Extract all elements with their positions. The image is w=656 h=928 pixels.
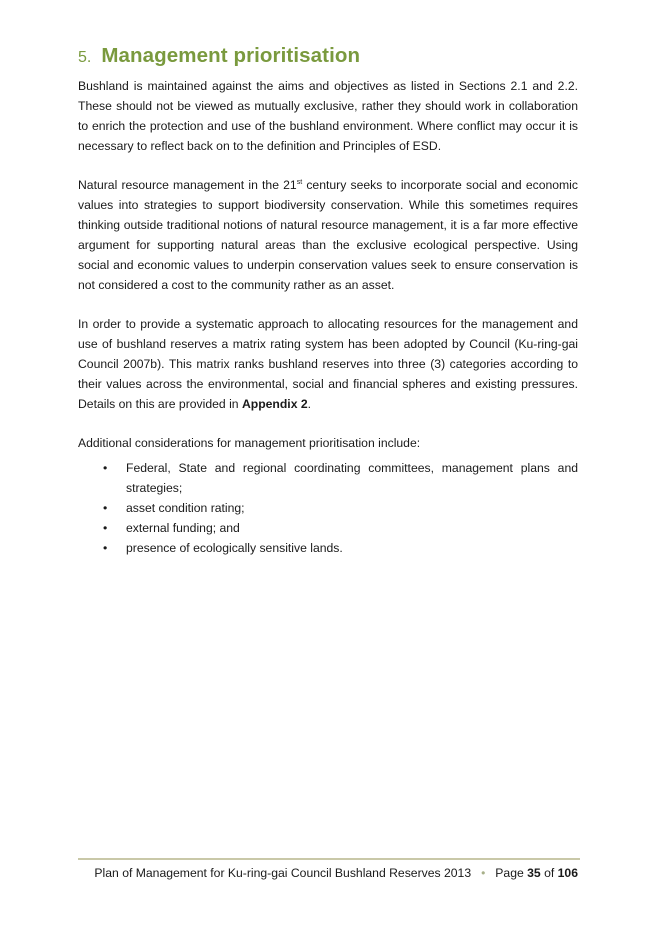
paragraph-2-text-a: Natural resource management in the 21	[78, 178, 297, 192]
paragraph-4: Additional considerations for management prioritisation include:	[78, 436, 421, 450]
bullet-icon: •	[103, 461, 108, 475]
page-indicator	[495, 866, 578, 880]
page-number: 35	[527, 866, 541, 880]
page-label: Page	[495, 866, 528, 880]
paragraph-3-text-a: In order to provide a systematic approach to allocating resources for the management and use of bushland reserves a matrix rating system has been adopted by Council (Ku-ring-gai Council 2007b). This matrix ranks bushland reserves into three (3) categories according to their values across the environmental, social and financial spheres and existing pressures. Details on this are provided in	[78, 317, 578, 411]
list-item	[78, 518, 578, 538]
bullet-icon: •	[103, 501, 108, 515]
paragraph-1: Bushland is maintained against the aims and objectives as listed in Sections 2.1 and 2.2. These should not be viewed as mutually exclusive, rather they should work in collaboration to enrich the protection and use of the bushland environment. Where conflict may occur it is necessary to reflect back on to the definition and Principles of ESD.	[78, 79, 578, 153]
paragraph-2	[78, 175, 578, 295]
list-item-text: asset condition rating;	[126, 501, 245, 515]
of-label: of	[540, 866, 558, 880]
section-heading	[78, 44, 578, 68]
bullet-icon: •	[103, 521, 108, 535]
paragraph-3	[78, 314, 578, 414]
page-body	[78, 44, 578, 558]
considerations-list	[78, 458, 578, 558]
ordinal-superscript: st	[296, 179, 303, 186]
list-item	[78, 498, 578, 518]
paragraph-2-text-b: century seeks to incorporate social and economic values into strategies to support biodiversity conservation. While this sometimes requires thinking outside traditional notions of natural resource management, it is a far more effective argument for supporting natural areas than the exclusive ecological perspective. Using social and economic values to underpin conservation values seek to ensure conservation is not considered a cost to the community rather as an asset.	[78, 178, 578, 292]
list-item	[78, 538, 578, 558]
footer-divider	[78, 858, 580, 860]
list-item	[78, 458, 578, 498]
section-number: 5.	[78, 49, 92, 66]
list-item-text: Federal, State and regional coordinating committees, management plans and strategies;	[126, 461, 578, 495]
total-pages: 106	[557, 866, 578, 880]
section-title: Management prioritisation	[101, 44, 361, 67]
list-item-text: external funding; and	[126, 521, 240, 535]
page-footer	[90, 866, 578, 880]
paragraph-3-text-b: .	[307, 397, 312, 411]
list-item-text: presence of ecologically sensitive lands.	[126, 541, 343, 555]
footer-separator-icon: •	[481, 866, 486, 880]
footer-document-title: Plan of Management for Ku-ring-gai Council Bushland Reserves 2013	[94, 866, 472, 880]
appendix-reference: Appendix 2	[241, 397, 308, 411]
bullet-icon: •	[103, 541, 108, 555]
